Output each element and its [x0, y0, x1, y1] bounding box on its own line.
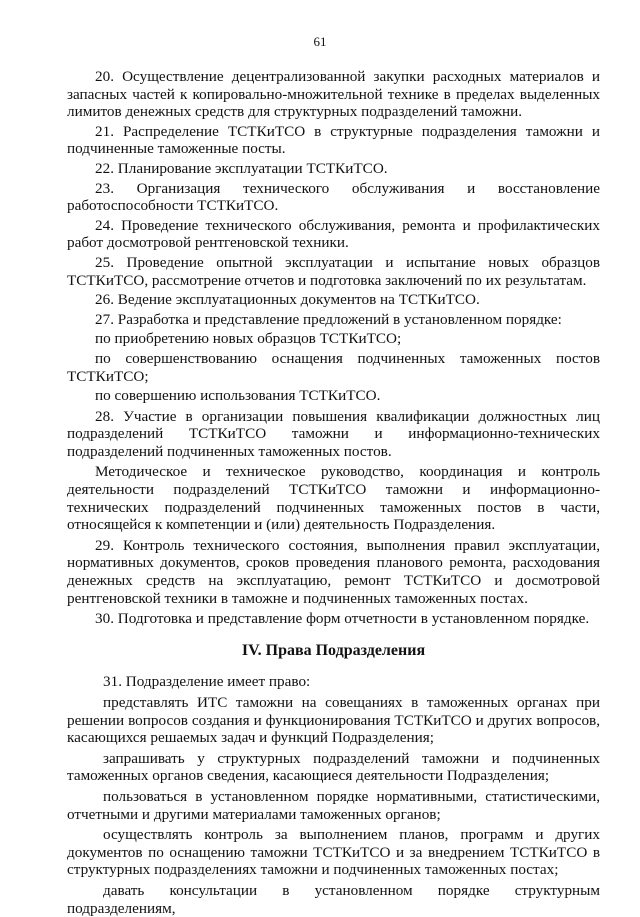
- list-item: 29. Контроль технического состояния, выполнения правил эксплуатации, нормативных документов, сроков проведения планового ремонта, расходования денежных средств на эксплуатацию, ремонт ТСТКиТСО и досмотровой рентгеновской техники в таможне и подчиненных таможенных постах.: [67, 536, 600, 607]
- list-item: 25. Проведение опытной эксплуатации и испытание новых образцов ТСТКиТСО, рассмотрение отчетов и подготовка заключений по их результатам.: [67, 253, 601, 289]
- list-item: 20. Осуществление децентрализованной закупки расходных материалов и запасных частей к копировально-множительной технике в пределах выделенных лимитов денежных средств для структурных подразделений таможни.: [67, 68, 600, 121]
- sub-item: по приобретению новых образцов ТСТКиТСО;: [95, 330, 402, 348]
- section-heading: IV. Права Подразделения: [241, 641, 426, 659]
- sub-item: по совершению использования ТСТКиТСО.: [95, 387, 381, 405]
- sub-item: по совершенствованию оснащения подчиненных таможенных постов ТСТКиТСО;: [67, 349, 600, 385]
- list-item: 30. Подготовка и представление форм отчетности в установленном порядке.: [95, 610, 590, 628]
- list-item: 21. Распределение ТСТКиТСО в структурные подразделения таможни и подчиненные таможенные посты.: [67, 122, 600, 158]
- rights-item: пользоваться в установленном порядке нормативными, статистическими, отчетными и другими материалами таможенных органов;: [67, 787, 600, 823]
- page-content: [67, 68, 600, 917]
- paragraph: Методическое и техническое руководство, координация и контроль деятельности подразделений ТСТКиТСО таможни и информационно-технических подразделений подчиненных таможенных постов в части, относящейся к компетенции и (или) деятельность Подразделения.: [67, 463, 600, 534]
- page-number: 61: [313, 34, 327, 49]
- rights-item: давать консультации в установленном порядке структурным подразделениям,: [67, 881, 600, 917]
- list-item: 22. Планирование эксплуатации ТСТКиТСО.: [95, 159, 388, 177]
- rights-item: осуществлять контроль за выполнением планов, программ и других документов по оснащению таможни ТСТКиТСО и за внедрением ТСТКиТСО в структурных подразделениях таможни и подчиненных таможенных постах;: [67, 826, 600, 879]
- list-item: 23. Организация технического обслуживания и восстановление работоспособности ТСТКиТСО.: [67, 179, 600, 215]
- list-item: 28. Участие в организации повышения квалификации должностных лиц подразделений ТСТКиТСО таможни и информационно-технических подразделений подчиненных таможенных постов.: [67, 407, 600, 460]
- list-item: 24. Проведение технического обслуживания, ремонта и профилактических работ досмотровой рентгеновской техники.: [67, 216, 601, 252]
- list-item: 26. Ведение эксплуатационных документов на ТСТКиТСО.: [95, 291, 480, 309]
- rights-item: запрашивать у структурных подразделений таможни и подчиненных таможенных органов сведения, касающиеся деятельности Подразделения;: [67, 749, 600, 785]
- list-item: 27. Разработка и представление предложений в установленном порядке:: [95, 310, 562, 328]
- list-item: 31. Подразделение имеет право:: [103, 673, 311, 691]
- rights-item: представлять ИТС таможни на совещаниях в таможенных органах при решении вопросов создания и функционирования ТСТКиТСО и других вопросов, касающихся решаемых задач и функций Подразделения;: [67, 694, 600, 747]
